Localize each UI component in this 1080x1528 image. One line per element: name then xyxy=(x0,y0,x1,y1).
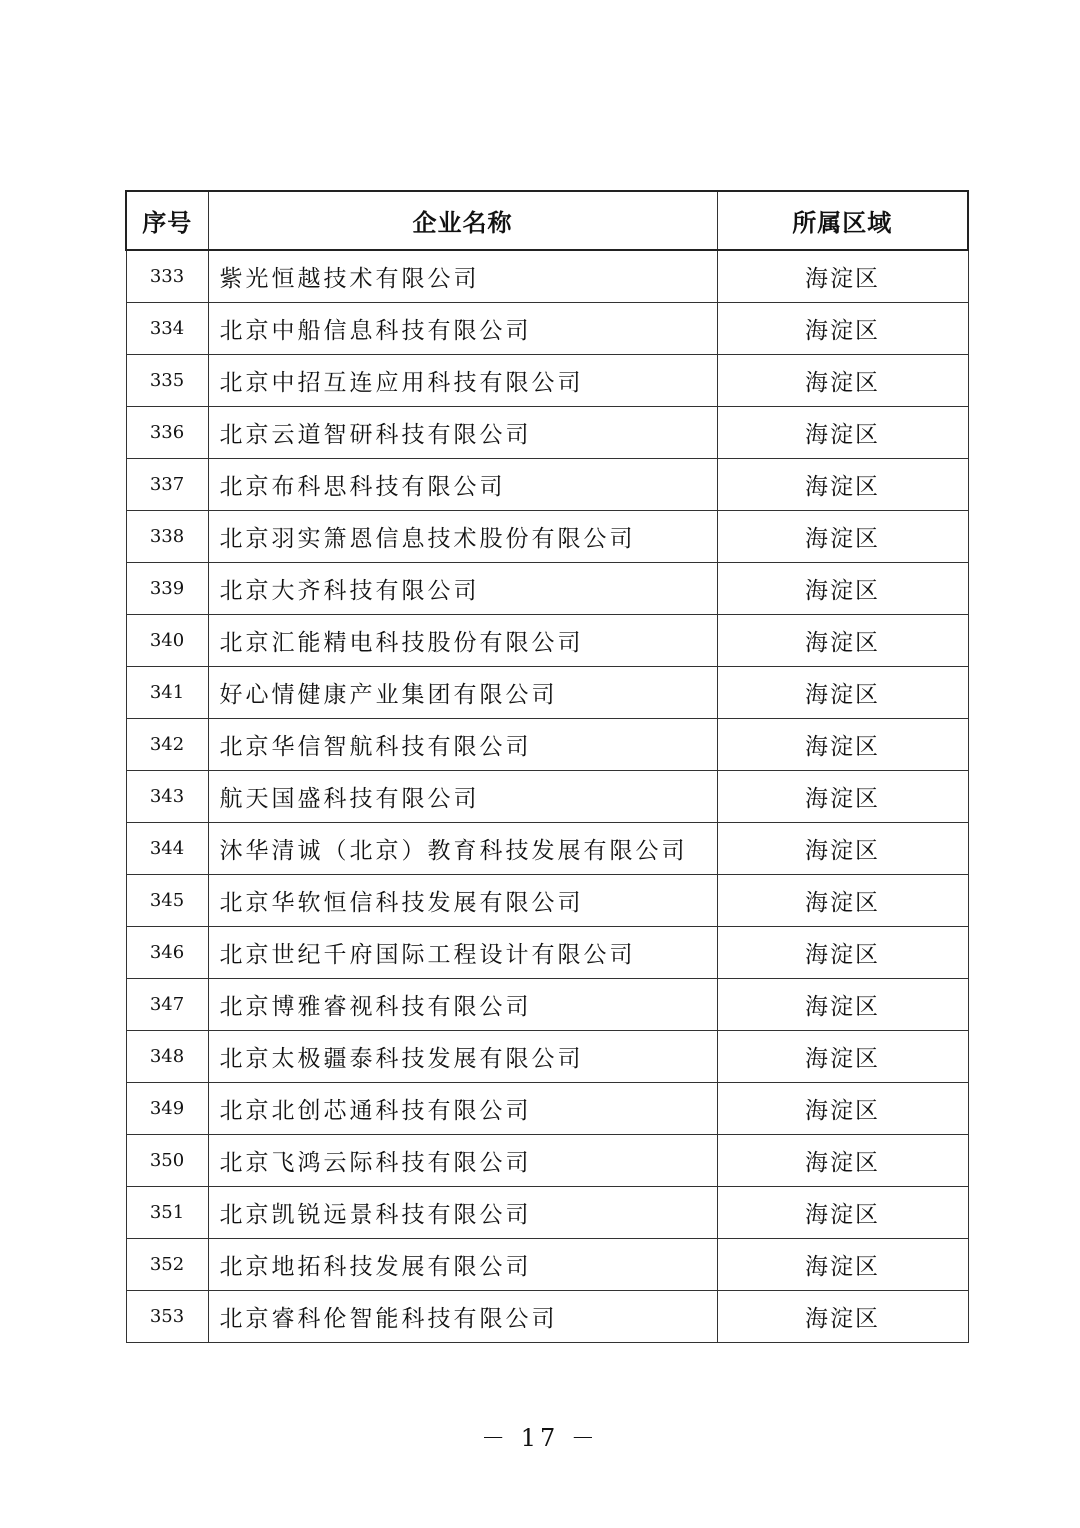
table-row xyxy=(126,823,968,875)
table-row xyxy=(126,511,968,563)
table-row xyxy=(126,771,968,823)
serial-number-cell: 344 xyxy=(126,823,208,875)
district-cell: 海淀区 xyxy=(717,1291,968,1343)
company-name-cell: 北京中船信息科技有限公司 xyxy=(208,303,717,355)
serial-number-cell: 353 xyxy=(126,1291,208,1343)
district-cell: 海淀区 xyxy=(717,511,968,563)
serial-number-cell: 351 xyxy=(126,1187,208,1239)
district-cell: 海淀区 xyxy=(717,355,968,407)
district-cell: 海淀区 xyxy=(717,1239,968,1291)
table-row xyxy=(126,459,968,511)
company-name-cell: 北京云道智研科技有限公司 xyxy=(208,407,717,459)
table-body xyxy=(126,250,968,1343)
header-district: 所属区域 xyxy=(717,191,968,250)
serial-number-cell: 342 xyxy=(126,719,208,771)
district-cell: 海淀区 xyxy=(717,927,968,979)
company-name-cell: 北京博雅睿视科技有限公司 xyxy=(208,979,717,1031)
table-row xyxy=(126,355,968,407)
company-name-cell: 紫光恒越技术有限公司 xyxy=(208,250,717,303)
table-row xyxy=(126,1291,968,1343)
district-cell: 海淀区 xyxy=(717,1031,968,1083)
company-name-cell: 好心情健康产业集团有限公司 xyxy=(208,667,717,719)
district-cell: 海淀区 xyxy=(717,303,968,355)
table-row xyxy=(126,927,968,979)
company-name-cell: 北京太极疆泰科技发展有限公司 xyxy=(208,1031,717,1083)
company-name-cell: 北京华信智航科技有限公司 xyxy=(208,719,717,771)
header-row xyxy=(126,191,968,250)
table-row xyxy=(126,1239,968,1291)
table-row xyxy=(126,979,968,1031)
district-cell: 海淀区 xyxy=(717,615,968,667)
company-name-cell: 北京世纪千府国际工程设计有限公司 xyxy=(208,927,717,979)
table-row xyxy=(126,1135,968,1187)
district-cell: 海淀区 xyxy=(717,667,968,719)
table-row xyxy=(126,1031,968,1083)
company-name-cell: 北京地拓科技发展有限公司 xyxy=(208,1239,717,1291)
table-row xyxy=(126,250,968,303)
company-name-cell: 北京华软恒信科技发展有限公司 xyxy=(208,875,717,927)
company-name-cell: 北京布科思科技有限公司 xyxy=(208,459,717,511)
serial-number-cell: 335 xyxy=(126,355,208,407)
serial-number-cell: 350 xyxy=(126,1135,208,1187)
table-row xyxy=(126,1187,968,1239)
serial-number-cell: 338 xyxy=(126,511,208,563)
company-name-cell: 航天国盛科技有限公司 xyxy=(208,771,717,823)
serial-number-cell: 337 xyxy=(126,459,208,511)
serial-number-cell: 352 xyxy=(126,1239,208,1291)
table-header xyxy=(126,191,968,250)
district-cell: 海淀区 xyxy=(717,407,968,459)
serial-number-cell: 339 xyxy=(126,563,208,615)
company-name-cell: 北京大齐科技有限公司 xyxy=(208,563,717,615)
serial-number-cell: 346 xyxy=(126,927,208,979)
header-serial-number: 序号 xyxy=(126,191,208,250)
district-cell: 海淀区 xyxy=(717,459,968,511)
district-cell: 海淀区 xyxy=(717,979,968,1031)
serial-number-cell: 334 xyxy=(126,303,208,355)
serial-number-cell: 347 xyxy=(126,979,208,1031)
district-cell: 海淀区 xyxy=(717,719,968,771)
table-row xyxy=(126,407,968,459)
serial-number-cell: 348 xyxy=(126,1031,208,1083)
company-name-cell: 北京汇能精电科技股份有限公司 xyxy=(208,615,717,667)
company-name-cell: 北京羽实箫恩信息技术股份有限公司 xyxy=(208,511,717,563)
serial-number-cell: 340 xyxy=(126,615,208,667)
district-cell: 海淀区 xyxy=(717,1083,968,1135)
serial-number-cell: 345 xyxy=(126,875,208,927)
header-company-name: 企业名称 xyxy=(208,191,717,250)
table-row xyxy=(126,719,968,771)
table-row xyxy=(126,667,968,719)
district-cell: 海淀区 xyxy=(717,771,968,823)
company-name-cell: 北京睿科伦智能科技有限公司 xyxy=(208,1291,717,1343)
company-name-cell: 沐华清诚（北京）教育科技发展有限公司 xyxy=(208,823,717,875)
table-row xyxy=(126,1083,968,1135)
company-name-cell: 北京飞鸿云际科技有限公司 xyxy=(208,1135,717,1187)
table-row xyxy=(126,303,968,355)
table-row xyxy=(126,615,968,667)
serial-number-cell: 341 xyxy=(126,667,208,719)
page-number: － 17 － xyxy=(481,1424,599,1452)
district-cell: 海淀区 xyxy=(717,823,968,875)
district-cell: 海淀区 xyxy=(717,563,968,615)
table-row xyxy=(126,563,968,615)
company-name-cell: 北京凯锐远景科技有限公司 xyxy=(208,1187,717,1239)
district-cell: 海淀区 xyxy=(717,1135,968,1187)
serial-number-cell: 333 xyxy=(126,250,208,303)
serial-number-cell: 343 xyxy=(126,771,208,823)
company-table xyxy=(125,190,969,1343)
company-name-cell: 北京北创芯通科技有限公司 xyxy=(208,1083,717,1135)
district-cell: 海淀区 xyxy=(717,250,968,303)
table-row xyxy=(126,875,968,927)
serial-number-cell: 336 xyxy=(126,407,208,459)
district-cell: 海淀区 xyxy=(717,875,968,927)
serial-number-cell: 349 xyxy=(126,1083,208,1135)
company-name-cell: 北京中招互连应用科技有限公司 xyxy=(208,355,717,407)
district-cell: 海淀区 xyxy=(717,1187,968,1239)
